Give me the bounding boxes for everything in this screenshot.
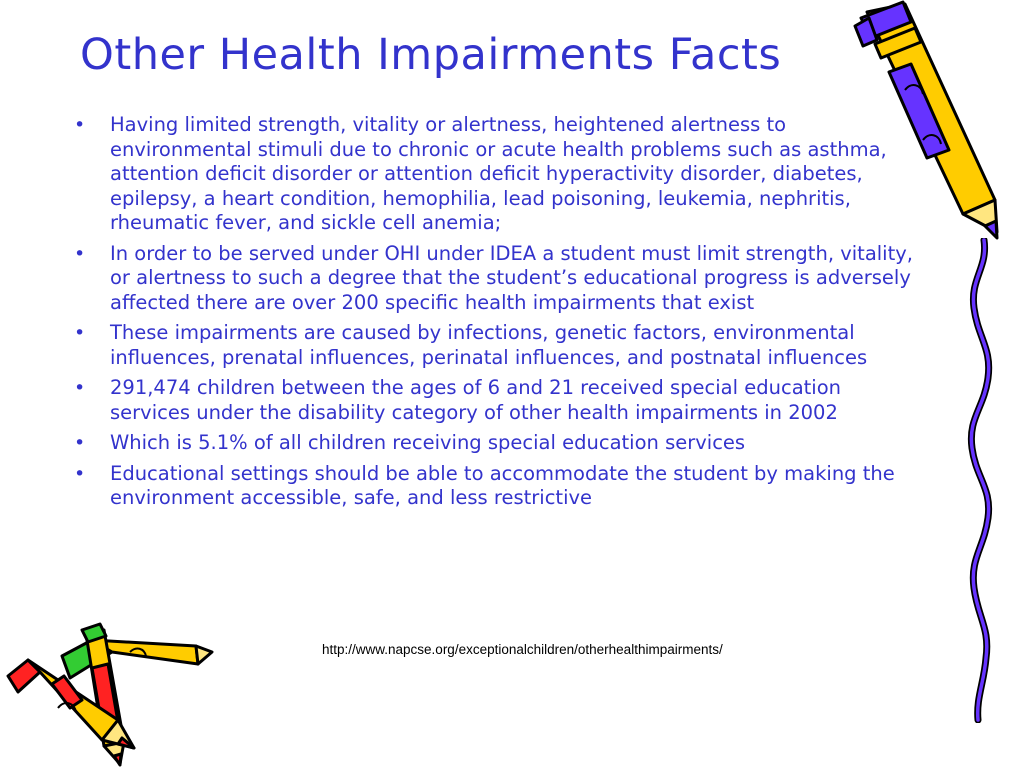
bullet-item <box>74 113 914 236</box>
purple-squiggle-line <box>950 238 1010 723</box>
bullet-text: Having limited strength, vitality or alertness, heightened alertness to environmental stimuli due to chronic or acute health problems such as asthma, attention deficit disorder or attention deficit hyperactivity disorder, diabetes, epilepsy, a heart condition, hemophilia, lead poisoning, leukemia, nephritis, rheumatic fever, and sickle cell anemia; <box>110 113 887 234</box>
pencil-clipart-icon <box>845 0 1024 245</box>
source-url: http://www.napcse.org/exceptionalchildren/otherhealthimpairments/ <box>322 642 723 657</box>
slide-title: Other Health Impairments Facts <box>80 30 782 80</box>
bullet-marker: • <box>74 114 86 136</box>
bullet-item <box>74 376 914 425</box>
bullet-text: Which is 5.1% of all children receiving special education services <box>110 431 746 454</box>
bullet-marker: • <box>74 432 86 454</box>
bullet-marker: • <box>74 377 86 399</box>
bullet-marker: • <box>74 462 86 485</box>
bullet-item <box>74 321 914 370</box>
bullet-text: These impairments are caused by infections, genetic factors, environmental influences, prenatal influences, perinatal influences, and postnatal influences <box>110 321 868 369</box>
bullet-marker: • <box>74 322 86 344</box>
bullet-list <box>74 113 914 517</box>
crayons-clipart-icon <box>0 612 215 768</box>
bullet-text: 291,474 children between the ages of 6 and 21 received special education services under the disability category of other health impairments in 2002 <box>110 376 842 424</box>
bullet-item <box>74 462 914 511</box>
bullet-item <box>74 242 914 316</box>
bullet-text: In order to be served under OHI under IDEA a student must limit strength, vitality, or alertness to such a degree that the student’s educational progress is adversely affected there are over 200 specific health impairments that exist <box>110 241 913 314</box>
bullet-text: Educational settings should be able to accommodate the student by making the environment accessible, safe, and less restrictive <box>110 461 895 509</box>
bullet-marker: • <box>74 242 86 265</box>
bullet-item <box>74 431 914 456</box>
